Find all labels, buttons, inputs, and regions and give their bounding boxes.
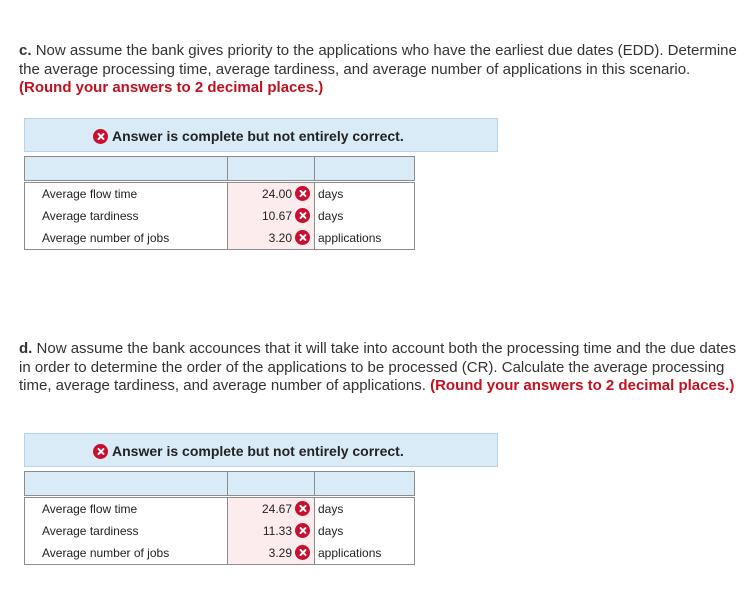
answer-input-cell[interactable]: [228, 498, 315, 521]
row-label: Average tardiness: [25, 205, 228, 227]
answer-status-text-d: Answer is complete but not entirely correct.: [112, 443, 404, 459]
answer-value[interactable]: 10.67: [261, 209, 292, 223]
answer-input-cell[interactable]: [228, 183, 315, 206]
table-header-row: [25, 157, 415, 181]
answer-value[interactable]: 3.29: [268, 546, 292, 560]
row-unit: applications: [315, 227, 415, 250]
answer-status-banner-c: [24, 118, 498, 152]
answer-value[interactable]: 3.20: [268, 231, 292, 245]
table-row: [25, 542, 415, 565]
table-row: [25, 227, 415, 250]
row-label: Average tardiness: [25, 520, 228, 542]
x-circle-icon: [93, 129, 108, 144]
header-cell: [25, 472, 228, 496]
row-label: Average number of jobs: [25, 542, 228, 565]
question-c-text: Now assume the bank gives priority to the applications who have the earliest due dates (EDD). Determine the average processing time, average tardiness, and average number of applications in this scenario.: [19, 42, 737, 78]
table-row: [25, 205, 415, 227]
x-circle-icon: [295, 208, 310, 223]
row-unit: days: [315, 520, 415, 542]
x-circle-icon: [93, 444, 108, 459]
row-label: Average flow time: [25, 498, 228, 521]
answer-status-banner-d: [24, 433, 498, 467]
header-cell: [315, 157, 415, 181]
answer-input-cell[interactable]: [228, 520, 315, 542]
answer-table-d: [24, 471, 415, 565]
row-label: Average number of jobs: [25, 227, 228, 250]
table-row: [25, 498, 415, 521]
question-d-instruction: (Round your answers to 2 decimal places.): [430, 377, 735, 394]
header-cell: [228, 472, 315, 496]
row-label: Average flow time: [25, 183, 228, 206]
answer-value[interactable]: 11.33: [262, 524, 292, 538]
header-cell: [228, 157, 315, 181]
answer-input-cell[interactable]: [228, 205, 315, 227]
header-cell: [315, 472, 415, 496]
x-circle-icon: [295, 501, 310, 516]
table-row: [25, 183, 415, 206]
question-c: [19, 42, 741, 98]
table-header-row: [25, 472, 415, 496]
answer-input-cell[interactable]: [228, 227, 315, 250]
answer-value[interactable]: 24.00: [261, 187, 292, 201]
row-unit: days: [315, 183, 415, 206]
x-circle-icon: [295, 186, 310, 201]
answer-value[interactable]: 24.67: [261, 502, 292, 516]
x-circle-icon: [295, 230, 310, 245]
question-c-label: c.: [19, 42, 32, 59]
answer-status-text-c: Answer is complete but not entirely correct.: [112, 128, 404, 144]
question-d-text: Now assume the bank accounces that it will take into account both the processing time and the due dates in order to determine the order of the applications to be processed (CR). Calculate the average processing time, average tardiness, and average number of applications.: [19, 340, 737, 394]
row-unit: days: [315, 205, 415, 227]
row-unit: days: [315, 498, 415, 521]
question-c-instruction: (Round your answers to 2 decimal places.): [19, 79, 324, 96]
header-cell: [25, 157, 228, 181]
answer-table-c: [24, 156, 415, 250]
row-unit: applications: [315, 542, 415, 565]
question-d: [19, 340, 741, 396]
question-d-label: d.: [19, 340, 33, 357]
x-circle-icon: [295, 545, 310, 560]
x-circle-icon: [295, 523, 310, 538]
table-row: [25, 520, 415, 542]
answer-input-cell[interactable]: [228, 542, 315, 565]
